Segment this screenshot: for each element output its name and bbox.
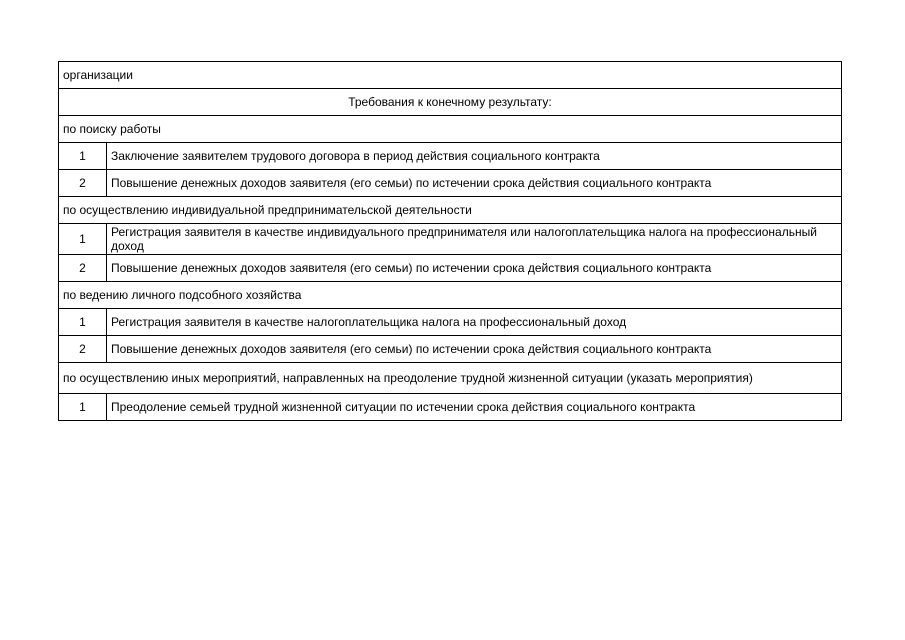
item-number: 2	[59, 336, 107, 363]
item-text: Регистрация заявителя в качестве индивидуального предпринимателя или налогоплательщика налога на профессиональный доход	[107, 224, 842, 255]
section-row-other-measures	[59, 363, 842, 394]
section-row-job-search	[59, 116, 842, 143]
table-row	[59, 143, 842, 170]
item-text: Преодоление семьей трудной жизненной ситуации по истечении срока действия социального контракта	[107, 394, 842, 421]
table-row	[59, 170, 842, 197]
table-row	[59, 394, 842, 421]
item-number: 1	[59, 309, 107, 336]
item-number: 2	[59, 255, 107, 282]
table-row	[59, 255, 842, 282]
section-row-organization	[59, 62, 842, 89]
item-text: Регистрация заявителя в качестве налогоплательщика налога на профессиональный доход	[107, 309, 842, 336]
item-number: 1	[59, 143, 107, 170]
item-number: 2	[59, 170, 107, 197]
item-text: Повышение денежных доходов заявителя (его семьи) по истечении срока действия социального контракта	[107, 336, 842, 363]
section-label: по осуществлению индивидуальной предпринимательской деятельности	[59, 197, 842, 224]
section-row-entrepreneurship	[59, 197, 842, 224]
table-row	[59, 309, 842, 336]
title-row	[59, 89, 842, 116]
item-number: 1	[59, 394, 107, 421]
item-text: Повышение денежных доходов заявителя (его семьи) по истечении срока действия социального контракта	[107, 255, 842, 282]
requirements-table	[58, 61, 842, 421]
section-row-household	[59, 282, 842, 309]
section-label: по осуществлению иных мероприятий, направленных на преодоление трудной жизненной ситуации (указать мероприятия)	[59, 363, 842, 394]
section-label: по поиску работы	[59, 116, 842, 143]
section-label: организации	[59, 62, 842, 89]
item-number: 1	[59, 224, 107, 255]
table-row	[59, 224, 842, 255]
item-text: Заключение заявителем трудового договора в период действия социального контракта	[107, 143, 842, 170]
table-row	[59, 336, 842, 363]
section-label: по ведению личного подсобного хозяйства	[59, 282, 842, 309]
item-text: Повышение денежных доходов заявителя (его семьи) по истечении срока действия социального контракта	[107, 170, 842, 197]
table-title: Требования к конечному результату:	[59, 89, 842, 116]
